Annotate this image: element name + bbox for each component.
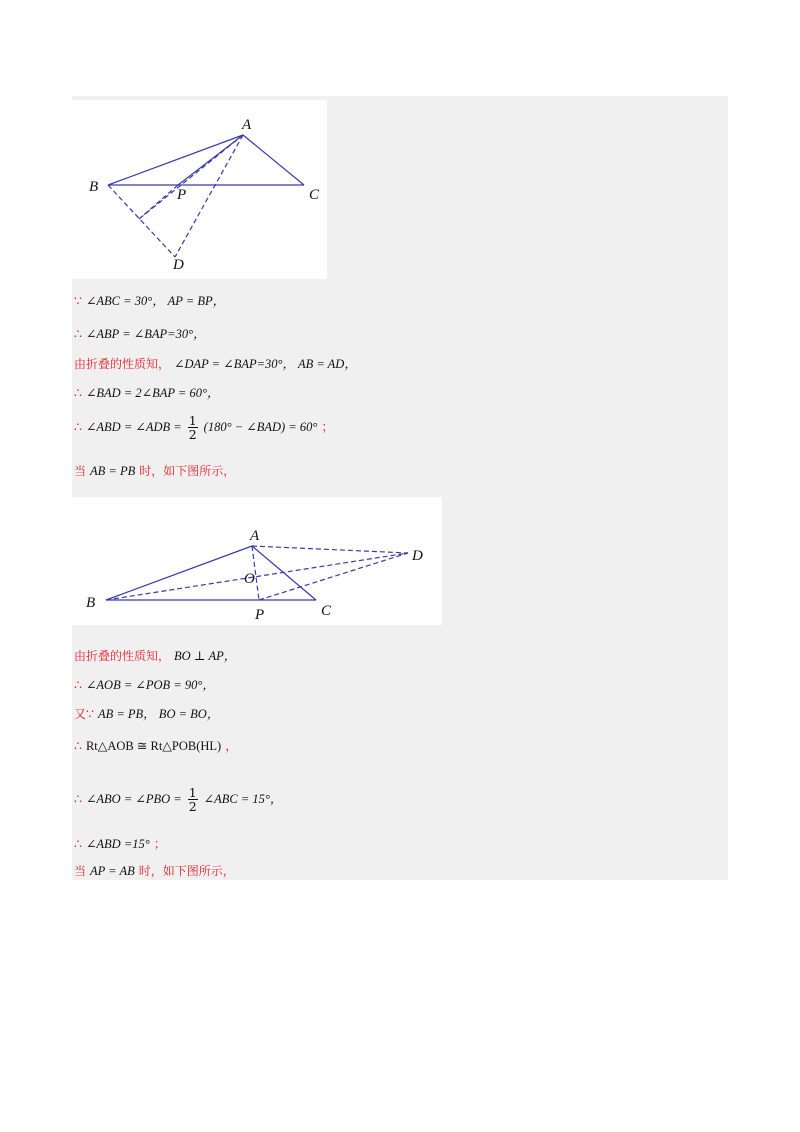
label-b: B xyxy=(89,179,99,195)
because-symbol: ∵ xyxy=(74,293,82,308)
label-a: A xyxy=(250,528,260,544)
line-5-math-b: (180° − ∠BAD) = 60° xyxy=(203,420,318,434)
line-6-math: AB = PB xyxy=(90,464,136,478)
segment-ab xyxy=(106,546,252,600)
segment-bd xyxy=(106,553,408,600)
line-13 xyxy=(74,862,235,879)
line-9-pre: 又 xyxy=(74,707,87,721)
segment-ac xyxy=(243,135,304,185)
label-a: A xyxy=(242,117,252,133)
line-3-text: 由折叠的性质知， xyxy=(74,357,171,371)
line-4-math: ∠BAD = 2∠BAP = 60°， xyxy=(85,386,220,400)
segment-ae xyxy=(139,135,243,219)
line-2 xyxy=(74,324,206,342)
label-o: O xyxy=(244,571,255,587)
line-4 xyxy=(74,383,219,401)
line-9 xyxy=(74,704,219,722)
line-13-pre: 当 xyxy=(74,864,87,878)
line-11-math-a: ∠ABO = ∠PBO = xyxy=(85,792,182,806)
figure-2 xyxy=(72,497,442,625)
line-11-math-b: ∠ABC = 15°， xyxy=(203,792,283,806)
therefore-symbol: ∴ xyxy=(74,326,82,341)
figure-1-diagram xyxy=(72,100,327,279)
label-d: D xyxy=(412,548,423,564)
line-3 xyxy=(74,354,357,372)
line-10 xyxy=(74,736,238,754)
line-12-math: ∠ABD =15° xyxy=(85,837,150,851)
line-6-post: 时，如下图所示， xyxy=(139,464,236,478)
line-7 xyxy=(74,646,236,664)
label-c: C xyxy=(321,603,332,619)
line-11 xyxy=(74,786,282,813)
line-12 xyxy=(74,834,166,852)
segment-pe xyxy=(139,185,178,219)
line-8 xyxy=(74,675,215,693)
therefore-symbol: ∴ xyxy=(74,738,82,753)
segment-ab xyxy=(108,135,243,185)
figure-2-diagram xyxy=(72,497,442,625)
line-6 xyxy=(74,462,235,479)
line-6-pre: 当 xyxy=(74,464,87,478)
line-13-post: 时，如下图所示， xyxy=(138,864,235,878)
label-b: B xyxy=(86,595,96,611)
fraction-half: $\frac{1}{2}$ xyxy=(188,785,197,814)
line-1-math: ∠ABC = 30°， AP = BP， xyxy=(85,294,226,308)
segment-pd xyxy=(259,553,408,600)
line-7-math: BO ⊥ AP， xyxy=(174,649,237,663)
because-symbol: ∵ xyxy=(86,706,94,721)
line-2-math: ∠ABP = ∠BAP=30°， xyxy=(85,327,206,341)
therefore-symbol: ∴ xyxy=(74,419,82,434)
segment-ad xyxy=(252,546,408,553)
line-1 xyxy=(74,291,225,309)
label-p: P xyxy=(177,187,187,203)
line-3-math: ∠DAP = ∠BAP=30°， AB = AD， xyxy=(174,357,357,371)
semicolon: ； xyxy=(153,836,167,851)
line-8-math: ∠AOB = ∠POB = 90°， xyxy=(85,678,215,692)
line-7-text: 由折叠的性质知， xyxy=(74,649,171,663)
figure-1 xyxy=(72,100,327,279)
label-p: P xyxy=(255,607,265,623)
label-c: C xyxy=(309,187,320,203)
line-9-math: AB = PB， BO = BO， xyxy=(97,707,220,721)
comma: ， xyxy=(225,738,238,753)
line-10-math: Rt△AOB ≅ Rt△POB(HL) xyxy=(85,739,222,753)
therefore-symbol: ∴ xyxy=(74,791,82,806)
therefore-symbol: ∴ xyxy=(74,677,82,692)
line-5-math-a: ∠ABD = ∠ADB = xyxy=(85,420,182,434)
therefore-symbol: ∴ xyxy=(74,385,82,400)
therefore-symbol: ∴ xyxy=(74,836,82,851)
line-13-math: AP = AB xyxy=(90,864,135,878)
label-d: D xyxy=(173,257,184,273)
semicolon: ； xyxy=(321,419,334,434)
fraction-half: $\frac{1}{2}$ xyxy=(188,413,197,442)
line-5 xyxy=(74,414,334,441)
